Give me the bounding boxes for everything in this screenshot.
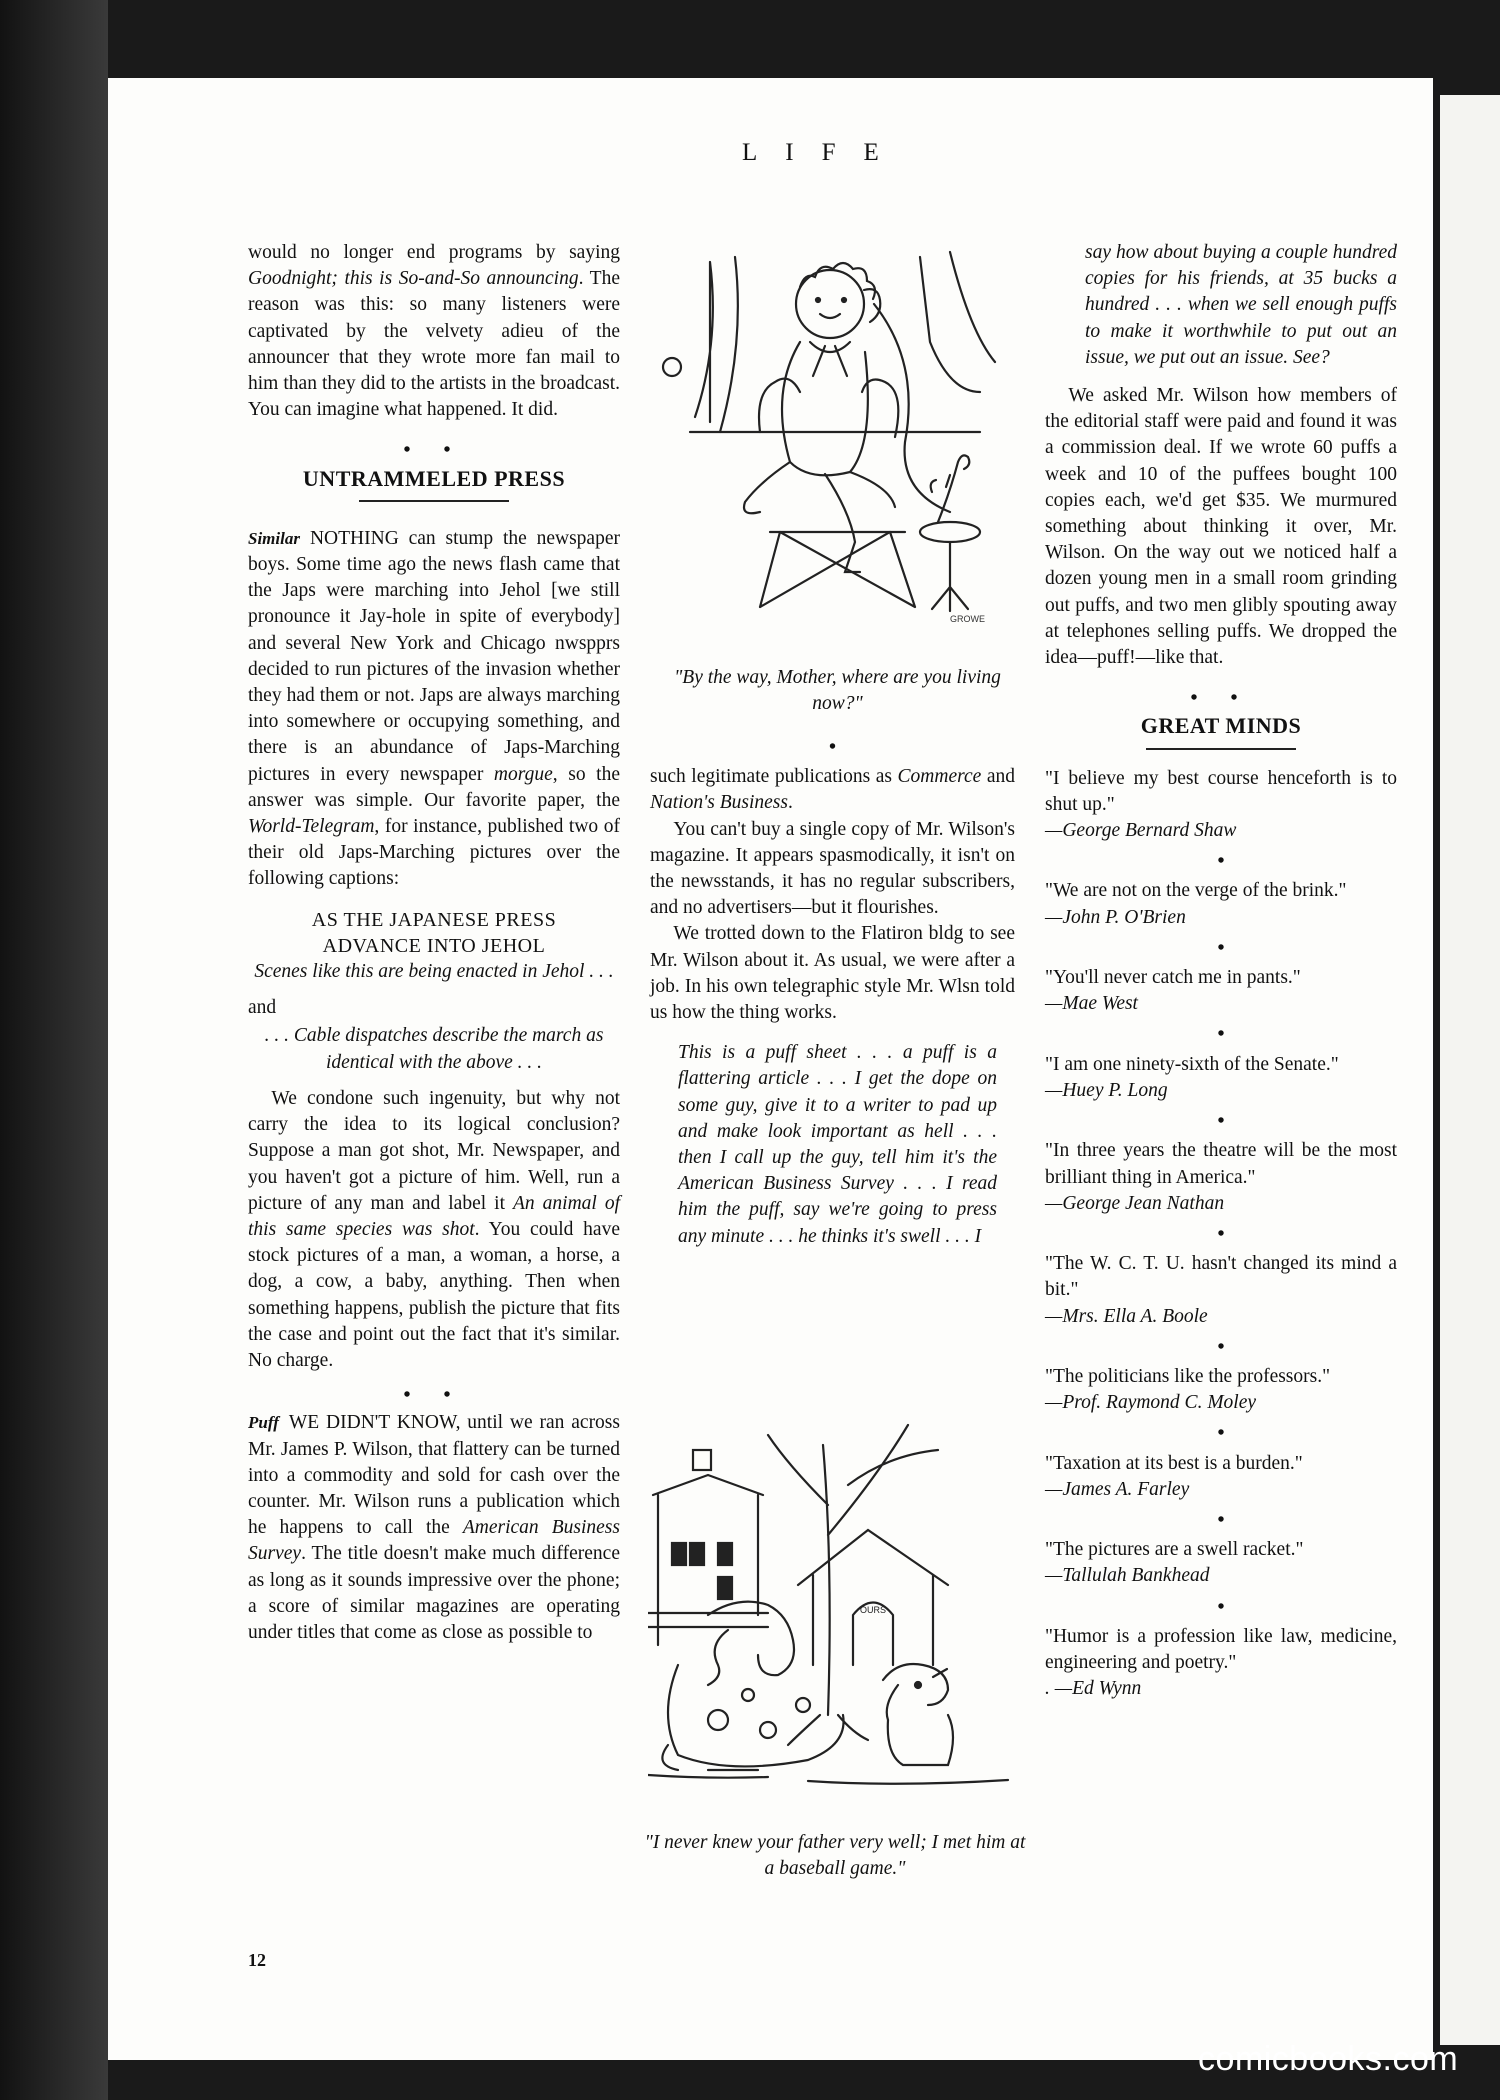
quote-item: "The politicians like the professors." —Prof. Raymond C. Moley xyxy=(1045,1365,1331,1414)
page-number: 12 xyxy=(248,1950,266,1970)
quote-item: "Humor is a profession like law, medicine, engineering and poetry." . —Ed Wynn xyxy=(1045,1625,1397,1700)
quote-item: "Taxation at its best is a burden." —James A. Farley xyxy=(1045,1452,1303,1500)
section-title-untrammeled-press: UNTRAMMELED PRESS xyxy=(302,465,566,491)
section-separator: • • xyxy=(403,439,465,462)
quote-item: "You'll never catch me in pants." —Mae West xyxy=(1045,967,1301,1015)
facing-page-edge xyxy=(1440,95,1500,2045)
quote-item: "The pictures are a swell racket." —Tallulah Bankhead xyxy=(1045,1539,1304,1587)
puff-paragraph: Puff WE DIDN'T KNOW, until we ran across Mr. James P. Wilson, that flattery can be turned into a commodity and sold for cash over the counter. Mr. Wilson runs a publication which he happens to call the American Business Survey. The title doesn't make much difference as long as it sounds impressive over the phone; a score of similar magazines are operating under titles that come as close as possible to xyxy=(248,1412,620,1643)
section-title-great-minds: GREAT MINDS xyxy=(1140,713,1302,739)
separator-dot: • xyxy=(1217,936,1225,959)
separator-dot: • xyxy=(1217,1110,1225,1133)
separator-dot: • xyxy=(1217,1422,1225,1445)
quote-item: "The W. C. T. U. hasn't changed its mind a bit." —Mrs. Ella A. Boole xyxy=(1045,1253,1397,1327)
column-3 xyxy=(1045,240,1397,1702)
quote-item: "In three years the theatre will be the most brilliant thing in America." —George Jean Nathan xyxy=(1045,1140,1397,1214)
separator-dot: • xyxy=(1217,1595,1225,1618)
title-rule xyxy=(1146,748,1296,750)
flatiron-paragraph: We trotted down to the Flatiron bldg to see Mr. Wilson about it. As usual, we were after a job. In his own telegraphic style Mr. Wlsn told us how the thing works. xyxy=(650,923,1015,1024)
separator-dot: • xyxy=(1217,1335,1225,1358)
doghouse-sign: OURS xyxy=(860,1605,887,1615)
ingenuity-paragraph: We condone such ingenuity, but why not carry the idea to its logical conclusion? Suppose a man got shot, Mr. Newspaper, and you haven't got a picture of him. Well, run a picture of any man and label it An animal of this same species was shot. You could have stock pictures of a man, a woman, a horse, a dog, a cow, a baby, anything. Then when something happens, publish the picture that fits the case and point out the fact that it's similar. No charge. xyxy=(248,1087,620,1371)
opening-paragraph: would no longer end programs by saying Goodnight; this is So-and-So announcing. The reason was this: so many listeners were captivated by the velvety adieu of the announcer that they wrote more fan mail to him than they did to the artists in the broadcast. You can imagine what happened. It did. xyxy=(248,242,620,421)
sample-caption: AS THE JAPANESE PRESS ADVANCE INTO JEHOL Scenes like this are being enacted in Jehol . . . xyxy=(254,908,614,983)
legitimate-paragraph: such legitimate publications as Commerce and Nation's Business. xyxy=(650,766,1016,814)
column-2-text xyxy=(650,730,1015,1250)
cant-buy-paragraph: You can't buy a single copy of Mr. Wilson's magazine. It appears spasmodically, it isn't on the newsstands, it has no regular subscribers, and no advertisers—but it flourishes. xyxy=(650,818,1015,919)
column-1 xyxy=(248,240,620,1646)
quote-item: "I am one ninety-sixth of the Senate." —Huey P. Long xyxy=(1045,1053,1339,1101)
watermark: comicbooks.com xyxy=(1198,2040,1459,2078)
scan-border-left xyxy=(0,0,108,2100)
quote-item: "I believe my best course henceforth is to shut up." —George Bernard Shaw xyxy=(1045,767,1397,842)
similar-paragraph: Similar NOTHING can stump the newspaper boys. Some time ago the news flash came that the Japs were marching into Jehol [we still pronounce it Jay-hole in spite of everybody] and several New York and Chicago nwspprs decided to run pictures of the invasion whether they had them or not. Japs are always marching into somewhere or occupying something, and there is an abundance of Japs-Marching pictures in every newspaper morgue, so the answer was simple. Our favorite paper, the World-Telegram, for instance, published two of their old Japs-Marching pictures over the following captions: xyxy=(248,527,620,890)
wilson-quote-continued: say how about buying a couple hundred copies for his friends, at 35 bucks a hundred . . . when we sell enough puffs to make it worthwhile to put out an issue, we put out an issue. See? xyxy=(1085,242,1397,368)
cartoon-lady-on-phone xyxy=(650,242,1020,642)
separator-dot: • xyxy=(1217,1023,1225,1046)
quote-item: "We are not on the verge of the brink." —John P. O'Brien xyxy=(1045,880,1347,928)
separator-dot: • xyxy=(1217,850,1225,873)
separator-dot: • xyxy=(1217,1508,1225,1531)
sample-caption-2: . . . Cable dispatches describe the march as identical with the above . . . xyxy=(264,1025,604,1073)
cartoon-2-caption: "I never knew your father very well; I met him at a baseball game." xyxy=(644,1832,1026,1879)
cartoon-1-signature: GROWE xyxy=(950,614,985,624)
running-head: LIFE xyxy=(742,139,907,166)
title-rule xyxy=(359,500,509,502)
and-line: and xyxy=(248,997,277,1019)
cartoon-1-caption: "By the way, Mother, where are you living now?" xyxy=(674,667,1001,714)
wilson-quote: This is a puff sheet . . . a puff is a flattering article . . . I get the dope on some guy, give it to a writer to pad up and make look important as hell . . . then I call up the guy, tell him it's the American Business Survey . . . I read him the puff, say we're going to press any minute . . . he thinks it's swell . . . I xyxy=(678,1042,997,1247)
separator-dot: • xyxy=(828,736,836,758)
runin-label: Similar xyxy=(248,528,300,548)
section-separator: • • xyxy=(1190,687,1252,710)
runin-label: Puff xyxy=(248,1413,279,1433)
cartoon-dogs-doghouse xyxy=(648,1415,1020,1805)
separator-dot: • xyxy=(1217,1222,1225,1245)
section-separator: • • xyxy=(403,1384,465,1407)
commission-paragraph: We asked Mr. Wilson how members of the editorial staff were paid and found it was a commission deal. If we wrote 60 puffs a week and 10 of the puffees bought 100 copies each, we'd get $35. We murmured something about thinking it over, Mr. Wilson. On the way out we noticed half a dozen young men in a small room grinding out puffs, and two men glibly spouting away at telephones selling puffs. We dropped the idea—puff!—like that. xyxy=(1045,385,1397,669)
